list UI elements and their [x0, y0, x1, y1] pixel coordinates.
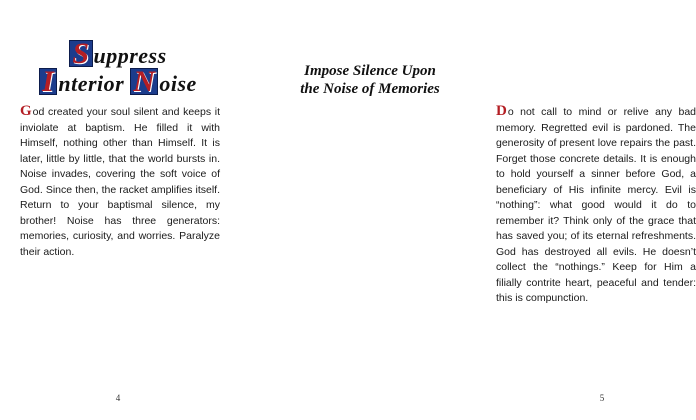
drop-cap: D: [496, 103, 507, 119]
title-line-2: [28, 65, 208, 98]
title-line-1: Impose Silence Upon: [304, 63, 436, 79]
right-page: [240, 0, 696, 420]
right-page-title: [270, 62, 470, 98]
left-page-title: [28, 37, 208, 98]
right-body-paragraph: [496, 104, 696, 307]
title-text: uppress: [93, 43, 167, 68]
illuminated-initial-s: S: [69, 40, 92, 67]
paragraph-text: o not call to mind or relive any bad memory. Regretted evil is pardoned. The generosity of present love repairs the past. Forget those concrete details. It is enough to hold yourself a sinner before God, a beneficiary of His infinite mercy. Evil is “nothing”: what good would it do to remember it? Think only of the grace that has saved you; of its eternal refreshments. God has destroyed all evils. He doesn’t collect the “nothings.” Keep for Him a filially contrite heart, peaceful and tender: this is compunction.: [496, 106, 696, 304]
page-number: 4: [115, 393, 121, 403]
illuminated-initial-i: I: [39, 68, 57, 95]
left-body-paragraph: [20, 104, 220, 260]
title-text: oise: [159, 71, 197, 96]
title-line-1: [28, 37, 208, 70]
drop-cap: G: [20, 103, 32, 119]
title-line-2: the Noise of Memories: [300, 81, 440, 97]
page-number: 5: [599, 393, 605, 403]
title-text: nterior: [58, 71, 131, 96]
paragraph-text: od created your soul silent and keeps it inviolate at baptism. He filled it with Himself, nothing other than Himself. It is later, little by little, that the world bursts in. Noise invades, covering the soft voice of God. Since then, the racket amplifies itself. Return to your baptismal silence, my brother! Noise has three generators: memories, curiosity, and worries. Paralyze their action.: [20, 106, 220, 258]
left-page: [0, 0, 240, 420]
illuminated-initial-n: N: [130, 68, 158, 95]
